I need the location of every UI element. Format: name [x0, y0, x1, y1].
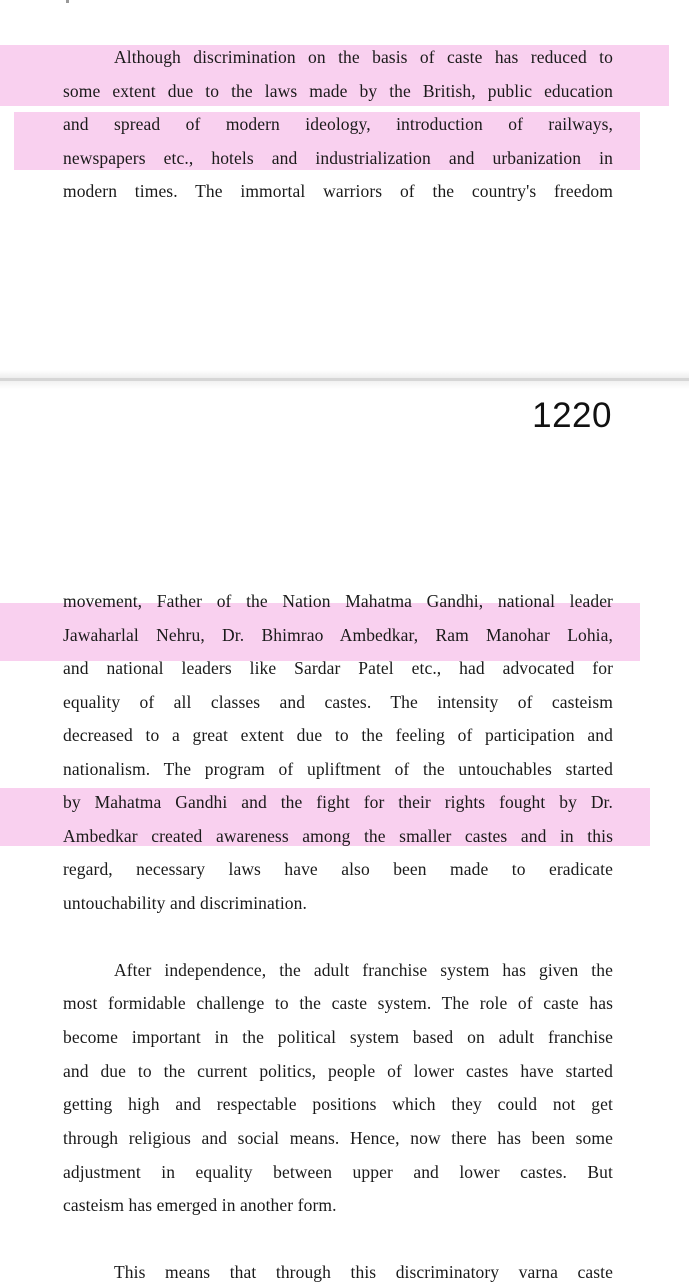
text-line: and due to the current politics, people of lower castes have started	[63, 1061, 613, 1081]
text-line: by Mahatma Gandhi and the fight for their rights fought by Dr.	[63, 792, 613, 812]
text-line: getting high and respectable positions which they could not get	[63, 1094, 613, 1114]
text-line: through religious and social means. Hence, now there has been some	[63, 1128, 613, 1148]
text-line: Although discrimination on the basis of caste has reduced to	[114, 47, 613, 67]
text-line: movement, Father of the Nation Mahatma Gandhi, national leader	[63, 591, 613, 611]
text-line: equality of all classes and castes. The intensity of casteism	[63, 692, 613, 712]
text-line: some extent due to the laws made by the British, public education	[63, 81, 613, 101]
text-line: modern times. The immortal warriors of the country's freedom	[63, 181, 613, 201]
page-separator-fade	[0, 381, 689, 389]
text-line: most formidable challenge to the caste system. The role of caste has	[63, 993, 613, 1013]
text-line: and national leaders like Sardar Patel etc., had advocated for	[63, 658, 613, 678]
text-line: decreased to a great extent due to the feeling of participation and	[63, 725, 613, 745]
text-line: Ambedkar created awareness among the smaller castes and in this	[63, 826, 613, 846]
text-line: casteism has emerged in another form.	[63, 1195, 337, 1215]
text-line: untouchability and discrimination.	[63, 893, 307, 913]
text-line: Jawaharlal Nehru, Dr. Bhimrao Ambedkar, Ram Manohar Lohia,	[63, 625, 613, 645]
top-edge-mark	[66, 0, 69, 3]
text-line: nationalism. The program of upliftment of the untouchables started	[63, 759, 613, 779]
text-line: adjustment in equality between upper and lower castes. But	[63, 1162, 613, 1182]
text-line: become important in the political system based on adult franchise	[63, 1027, 613, 1047]
text-line: regard, necessary laws have also been made to eradicate	[63, 859, 613, 879]
text-line: and spread of modern ideology, introduction of railways,	[63, 114, 613, 134]
text-line: This means that through this discriminatory varna caste	[114, 1262, 613, 1282]
page-number: 1220	[532, 396, 612, 435]
text-line: newspapers etc., hotels and industrialization and urbanization in	[63, 148, 613, 168]
text-line: After independence, the adult franchise system has given the	[114, 960, 613, 980]
